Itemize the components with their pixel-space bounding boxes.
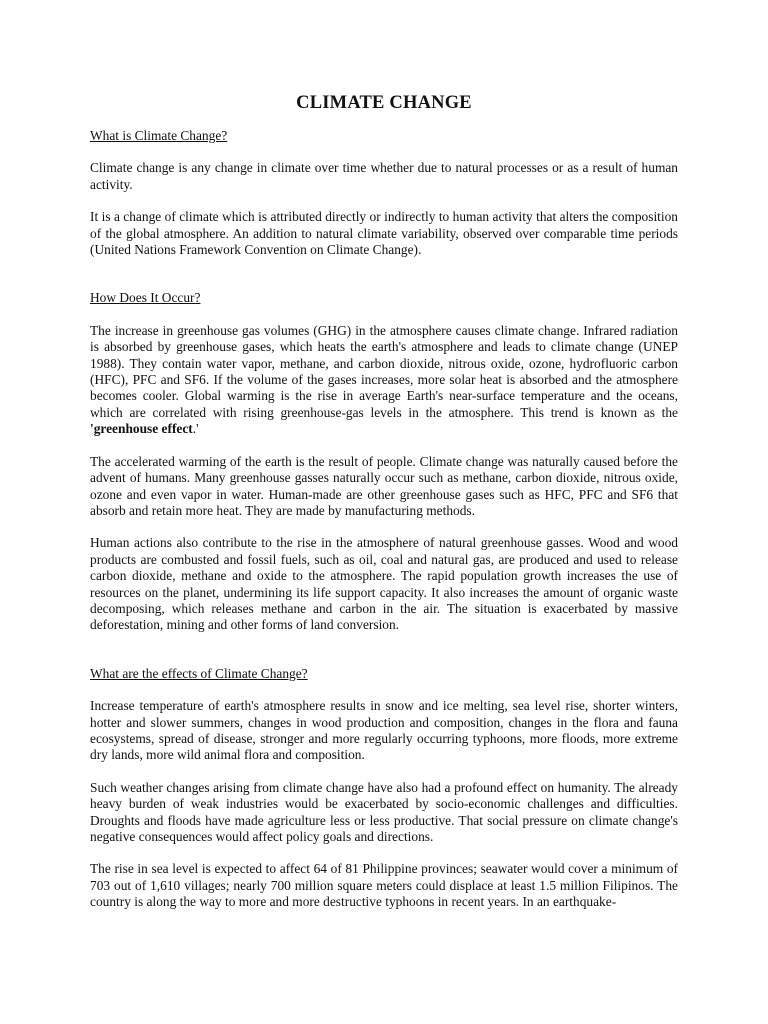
document-page [90, 92, 678, 911]
paragraph: The rise in sea level is expected to affect 64 of 81 Philippine provinces; seawater would cover a minimum of 703 out of 1,610 villages; nearly 700 million square meters could displace at least 1.5 million Filipinos. The country is along the way to more and more destructive typhoons in recent years. In an earthquake- [90, 861, 678, 910]
paragraph: It is a change of climate which is attributed directly or indirectly to human activity that alters the composition of the global atmosphere. An addition to natural climate variability, observed over comparable time periods (United Nations Framework Convention on Climate Change). [90, 209, 678, 258]
paragraph: Human actions also contribute to the rise in the atmosphere of natural greenhouse gasses. Wood and wood products are combusted and fossil fuels, such as oil, coal and natural gas, are produced and used to release carbon dioxide, methane and oxide to the atmosphere. The rapid population growth increases the use of resources on the planet, undermining its life support capacity. It also increases the amount of organic waste decomposing, which releases methane and carbon in the air. The situation is exacerbated by massive deforestation, mining and other forms of land conversion. [90, 535, 678, 633]
spacer [90, 650, 678, 666]
document-title: CLIMATE CHANGE [296, 93, 472, 113]
section-heading-how-occur: How Does It Occur? [90, 290, 201, 306]
paragraph: Climate change is any change in climate over time whether due to natural processes or as a result of human activity. [90, 160, 678, 192]
paragraph [90, 323, 678, 438]
greenhouse-effect-term: 'greenhouse effect [90, 421, 193, 437]
paragraph: Increase temperature of earth's atmosphere results in snow and ice melting, sea level rise, shorter winters, hotter and slower summers, changes in wood production and composition, changes in the flora and fauna ecosystems, spread of disease, stronger and more regularly occurring typhoons, more floods, more extreme dry lands, more wild animal flora and composition. [90, 698, 678, 763]
paragraph: The accelerated warming of the earth is the result of people. Climate change was naturally caused before the advent of humans. Many greenhouse gasses naturally occur such as methane, carbon dioxide, nitrous oxide, ozone and even vapor in water. Human-made are other greenhouse gases such as HFC, PFC and SF6 that absorb and retain more heat. They are made by manufacturing methods. [90, 453, 678, 518]
paragraph-text: The increase in greenhouse gas volumes (GHG) in the atmosphere causes climate change. Infrared radiation is absorbed by greenhouse gases, which heats the earth's atmosphere and leads to climate change (UNEP 1988). They contain water vapor, methane, and carbon dioxide, nitrous oxide, ozone, hydrofluoric carbon (HFC), PFC and SF6. If the volume of the gases increases, more solar heat is absorbed and the atmosphere becomes cooler. Global warming is the rise in average Earth's near-surface temperature and the oceans, which are correlated with rising greenhouse-gas levels in the atmosphere. This trend is known as the [90, 322, 678, 420]
section-heading-effects: What are the effects of Climate Change? [90, 665, 308, 681]
section-heading-what-is: What is Climate Change? [90, 128, 228, 143]
spacer [90, 274, 678, 290]
paragraph-text: .' [192, 421, 199, 437]
paragraph: Such weather changes arising from climate change have also had a profound effect on humanity. The already heavy burden of weak industries would be exacerbated by socio-economic challenges and difficulties. Droughts and floods have made agriculture less or less productive. That social pressure on climate change's negative consequences would affect policy goals and directions. [90, 779, 678, 844]
